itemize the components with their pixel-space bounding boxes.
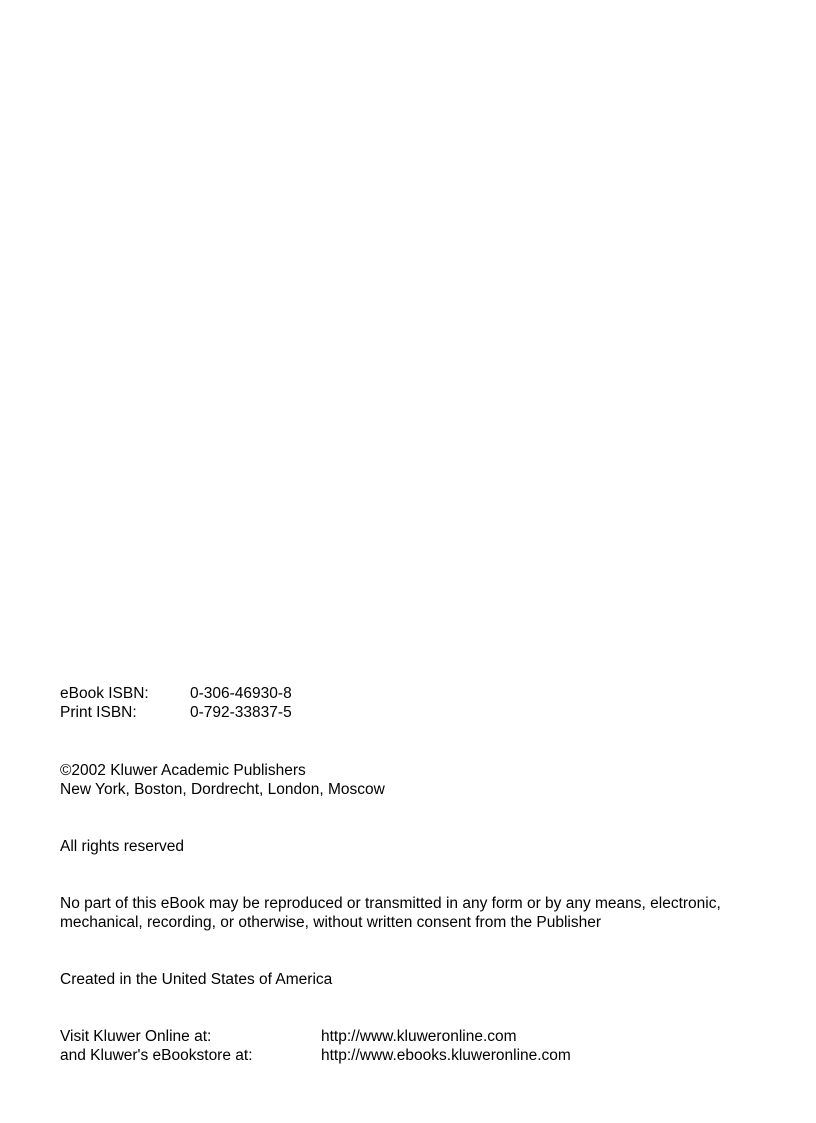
ebookstore-label: and Kluwer's eBookstore at: [60,1047,253,1064]
rights-reserved-text: All rights reserved [60,838,185,855]
kluwer-online-link[interactable]: http://www.kluweronline.com [321,1028,517,1045]
ebook-isbn-row [60,684,780,703]
copyright-publisher: ©2002 Kluwer Academic Publishers [60,762,306,779]
print-isbn-value: 0-792-33837-5 [190,704,292,721]
reproduction-notice [60,894,780,932]
visit-section [60,1027,780,1065]
visit-store-row [60,1046,780,1065]
notice-line-1: No part of this eBook may be reproduced or transmitted in any form or by any means, electronic, [60,895,721,912]
notice-line-2: mechanical, recording, or otherwise, without written consent from the Publisher [60,914,602,931]
ebook-isbn-label: eBook ISBN: [60,685,149,702]
publisher-locations: New York, Boston, Dordrecht, London, Moscow [60,781,385,798]
visit-online-row [60,1027,780,1046]
print-isbn-row [60,703,780,722]
rights-section [60,837,780,856]
ebookstore-link[interactable]: http://www.ebooks.kluweronline.com [321,1047,571,1064]
created-section [60,970,780,989]
isbn-section [60,684,780,722]
copyright-section [60,761,780,799]
visit-online-label: Visit Kluwer Online at: [60,1028,212,1045]
ebook-isbn-value: 0-306-46930-8 [190,685,292,702]
print-isbn-label: Print ISBN: [60,704,137,721]
created-in-text: Created in the United States of America [60,971,333,988]
